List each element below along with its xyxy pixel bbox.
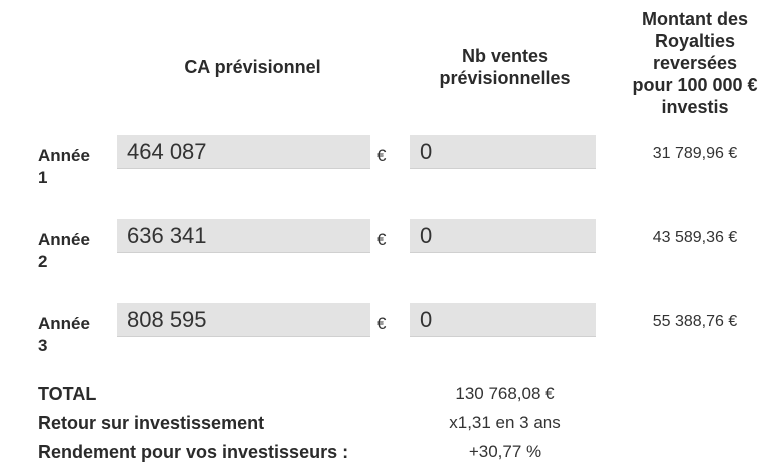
header-nb-ventes <box>420 45 590 89</box>
yield-value: +30,77 % <box>468 442 542 461</box>
currency-symbol: € <box>377 146 387 165</box>
year-label-1 <box>38 145 108 189</box>
header-royalties <box>620 8 770 118</box>
header-royalties-line5: investis <box>661 97 729 117</box>
year-word: Année <box>38 314 90 333</box>
header-ca-previsionnel <box>160 56 345 78</box>
total-value: 130 768,08 € <box>455 384 555 403</box>
total-label: TOTAL <box>38 384 97 404</box>
header-ca-label: CA prévisionnel <box>184 57 321 77</box>
roi-label: Retour sur investissement <box>38 413 265 433</box>
header-royalties-line4: pour 100 000 € <box>632 75 758 95</box>
currency-symbol: € <box>377 230 387 249</box>
header-royalties-line3: reversées <box>652 53 738 73</box>
royalty-amount-year-1: 31 789,96 € <box>652 145 738 162</box>
nb-ventes-input-year-2[interactable] <box>410 219 596 253</box>
year-word: Année <box>38 146 90 165</box>
ca-input-year-2[interactable] <box>117 219 370 253</box>
royalty-amount-year-2: 43 589,36 € <box>652 229 738 246</box>
year-label-3 <box>38 313 108 357</box>
ca-input-year-1[interactable] <box>117 135 370 169</box>
year-row-1 <box>0 135 770 195</box>
header-royalties-line2: Royalties <box>654 31 736 51</box>
year-number: 2 <box>38 252 48 271</box>
royalty-amount-year-3: 55 388,76 € <box>652 313 738 330</box>
ca-input-year-3[interactable] <box>117 303 370 337</box>
yield-label: Rendement pour vos investisseurs : <box>38 442 349 462</box>
header-royalties-line1: Montant des <box>642 9 748 29</box>
nb-ventes-input-year-1[interactable] <box>410 135 596 169</box>
nb-ventes-input-year-3[interactable] <box>410 303 596 337</box>
year-number: 3 <box>38 336 48 355</box>
currency-symbol: € <box>377 314 387 333</box>
year-label-2 <box>38 229 108 273</box>
year-word: Année <box>38 230 90 249</box>
header-nb-line1: Nb ventes <box>461 46 549 66</box>
roi-value: x1,31 en 3 ans <box>449 413 561 432</box>
year-row-2 <box>0 219 770 279</box>
year-row-3 <box>0 303 770 363</box>
year-number: 1 <box>38 168 48 187</box>
header-nb-line2: prévisionnelles <box>439 68 571 88</box>
